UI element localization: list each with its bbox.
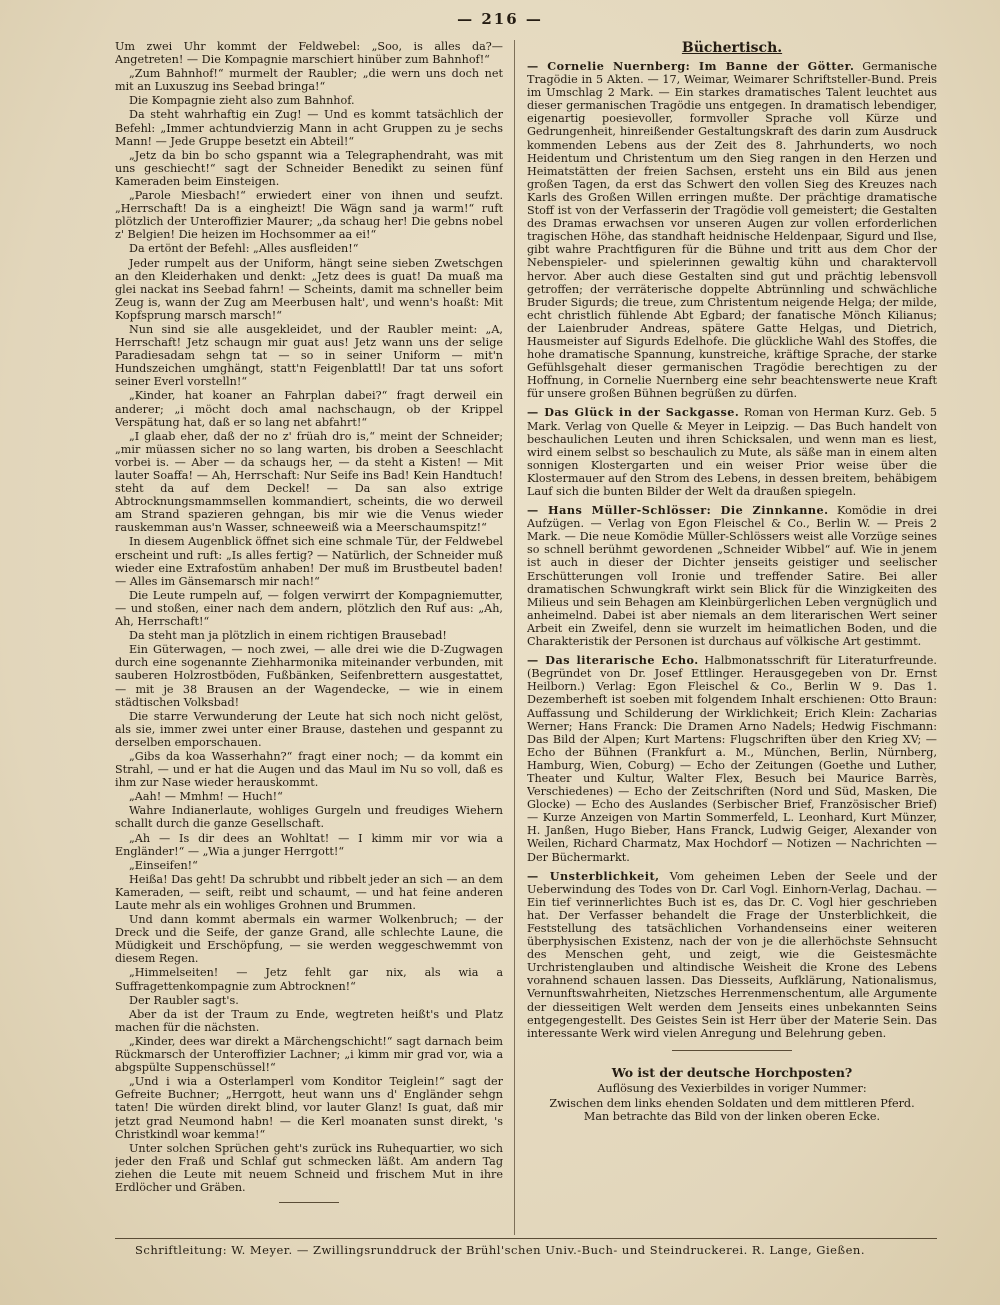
imprint-footer: Schriftleitung: W. Meyer. — Zwillingsrunddruck der Brühl'schen Univ.-Buch- und Steindruckerei. R. Lange, Gießen.: [135, 1243, 865, 1257]
story-paragraph: Ein Güterwagen, — noch zwei, — alle drei wie die D-Zugwagen durch eine sogenannte Ziehharmonika miteinander verbunden, mit sauberen Holzrostböden, Fußbänken, Seifenbrettern ausgestattet, — mit je 38 Brausen an der Wagendecke, — wie in einem städtischen Volksbad!: [115, 643, 503, 709]
puzzle-solution-line: Man betrachte das Bild von der linken oberen Ecke.: [583, 1110, 881, 1124]
review-heading: — Cornelie Nuernberg: Im Banne der Götter.: [527, 59, 855, 73]
story-paragraph: „Gibs da koa Wasserhahn?“ fragt einer noch; — da kommt ein Strahl, — und er hat die Augen und das Maul im Nu so voll, daß es ihm zur Nase wieder herauskommt.: [115, 749, 503, 790]
story-paragraph: Wahre Indianerlaute, wohliges Gurgeln und freudiges Wiehern schallt durch die ganze Gesellschaft.: [115, 804, 503, 831]
story-paragraph: „Himmelseiten! — Jetz fehlt gar nix, als wia a Suffragettenkompagnie zum Abtrocknen!“: [115, 966, 503, 993]
book-review: [527, 504, 937, 648]
story-paragraph: Da steht man ja plötzlich in einem richtigen Brausebad!: [129, 629, 447, 643]
story-end-rule: [279, 1202, 339, 1203]
puzzle-subtitle: Auflösung des Vexierbildes in voriger Nummer:: [597, 1081, 867, 1095]
story-paragraph: Da steht wahrhaftig ein Zug! — Und es kommt tatsächlich der Befehl: „Immer achtundvierzig Mann in acht Gruppen zu je sechs Mann! — Jede Gruppe besetzt ein Abteil!“: [115, 108, 503, 148]
story-paragraph: Um zwei Uhr kommt der Feldwebel: „Soo, is alles da?— Angetreten! — Die Kompagnie marschiert hinüber zum Bahnhof!“: [115, 40, 503, 67]
review-heading: — Unsterblichkeit,: [527, 868, 660, 883]
story-paragraph: Die Leute rumpeln auf, — folgen verwirrt der Kompagniemutter, — und stoßen, einer nach dem andern, plötzlich den Ruf aus: „Ah, Ah, Herrschaft!“: [115, 588, 503, 629]
story-paragraph: Und dann kommt abermals ein warmer Wolkenbruch; — der Dreck und die Seife, der ganze Grand, alle schlechte Laune, die Müdigkeit und Erschöpfung, — sie werden weggeschwemmt von diesem Regen.: [115, 913, 503, 966]
story-paragraph: „I glaab eher, daß der no z' früah dro is,“ meint der Schneider; „mir müassen sicher no so lang warten, bis droben a Seeschlacht vorbei is. — Aber — da schaugs her, — da steht a Kisten! — Mit lauter Soaffa! — Ah, Herrschaft: Nur Seife ins Bad! Kein Handtuch! steht da auf dem Deckel! — Da san also extrige Abtrocknungsmammsellen kommandiert, scheints, die wo derweil am Strand spazieren gehngan, bis mir wie die Venus wieder rauskemman aus'n Wasser, schneeweiß wia a Meerschaumspitz!“: [115, 429, 503, 535]
section-divider: [672, 1050, 792, 1051]
column-divider: [514, 40, 515, 1235]
story-paragraph: In diesem Augenblick öffnet sich eine schmale Tür, der Feldwebel erscheint und ruft: „Is alles fertig? — Natürlich, der Schneider muß wieder eine Extrafostüm anhaben! Der muß im Brustbeutel baden! — Alles im Gänsemarsch mir nach!“: [115, 535, 503, 588]
review-text: Roman von Herman Kurz. Geb. 5 Mark. Verlag von Quelle & Meyer in Leipzig. — Das Buch handelt von beschaulichen Leuten und ihren Schicksalen, und wenn man es liest, wird einem selbst so beschaulich zu Mute, als säße man in einem alten sonnigen Klostergarten und ein weiser Prior weise über die Klostermauer auf den Strom des Lebens, in dessen breitem, behäbigem Lauf sich die bunten Bilder der Welt da draußen spiegeln.: [527, 406, 937, 498]
review-heading: — Hans Müller-Schlösser: Die Zinnkanne.: [527, 503, 829, 518]
story-paragraph: Aber da ist der Traum zu Ende, wegtreten heißt's und Platz machen für die nächsten.: [115, 1007, 503, 1034]
story-paragraph: Die Kompagnie zieht also zum Bahnhof.: [129, 94, 355, 108]
story-paragraph: „Zum Bahnhof!“ murmelt der Raubler; „die wern uns doch net mit an Luxuszug ins Seebad bringa!“: [115, 67, 503, 94]
story-paragraph: Da ertönt der Befehl: „Alles ausfleiden!“: [129, 242, 359, 256]
puzzle-solution-line: Zwischen dem links ehenden Soldaten und dem mittleren Pferd.: [549, 1096, 915, 1110]
story-paragraph: Heißa! Das geht! Da schrubbt und ribbelt jeder an sich — an dem Kameraden, — seift, reibt und schaumt, — und hat feine anderen Laute mehr als ein wohliges Grohnen und Brummen.: [115, 872, 503, 912]
book-review: [527, 406, 937, 498]
story-paragraph: „Einseifen!“: [129, 858, 198, 872]
reviews-list: [527, 60, 937, 1040]
story-paragraph: „Kinder, hat koaner an Fahrplan dabei?“ fragt derweil ein anderer; „i möcht doch amal nachschaugn, ob der Krippel Verspätung hat, daß er so lang net abfahrt!“: [115, 389, 503, 429]
book-review: [527, 60, 937, 400]
puzzle-title: Wo ist der deutsche Horchposten?: [611, 1064, 853, 1080]
story-paragraph: Unter solchen Sprüchen geht's zurück ins Ruhequartier, wo sich jeder den Fraß und Schlaf gut schmecken läßt. Am andern Tag ziehen die Leute mit neuem Schneid und frischem Mut in ihre Erdlöcher und Gräben.: [115, 1141, 503, 1194]
story-paragraph: „Und i wia a Osterlamperl vom Konditor Teiglein!“ sagt der Gefreite Buchner; „Herrgott, heut wann uns d' Engländer sehgn taten! Die würden direkt blind, vor lauter Glanz! Is guat, daß mir jetzt grad Neumond habn! — die Kerl moanaten sunst direkt, 's Christkindl woar kemma!“: [115, 1075, 503, 1141]
review-heading: — Das Glück in der Sackgasse.: [527, 405, 740, 420]
story-paragraph: Der Raubler sagt's.: [129, 993, 239, 1007]
review-text: Germanische Tragödie in 5 Akten. — 17, Weimar, Weimarer Schriftsteller-Bund. Preis im Umschlag 2 Mark. — Ein starkes dramatisches Talent leuchtet aus dieser germanischen Tragödie uns entgegen. In dramatisch lebendiger, eigenartig poesievoller, formvoller Sprache voll Kürze und Gedrungenheit, hinreißender Gestaltungskraft des darin zum Ausdruck kommenden Lebens aus der Zeit des 8. Jahrhunderts, wo noch Heidentum und Christentum um den Sieg rangen in den Herzen und Heimatstätten der freien Sachsen, ersteht uns ein Bild aus jenen großen Tagen, da erst das Schwert den vollen Sieg des Kreuzes nach Karls des Großen Willen erringen mußte. Der prächtige dramatische Stoff ist von der Verfasserin der Tragödie voll gemeistert; die Gestalten des Dramas erwachsen vor unseren Augen zur vollen erforderlichen tragischen Höhe, das standhaft heidnische Heldenpaar, Sigurd und Ilse, gibt wahre Prachtfiguren für die Bühne und tritt aus dem Chor der Nebenspieler- und spielerinnen gewaltig kühn und charaktervoll hervor. Aber auch diese Gestalten sind gut und prächtig lebensvoll getroffen; der verräterische doppelte Abtrünnling und schwächliche Bruder Sigurds; die treue, zum Christentum neigende Helga; der milde, echt christlich fühlende Abt Egbard; der fanatische Mönch Kilianus; der Laienbruder Andreas, spätere Gatte Helgas, und Dietrich, Hausmeister auf Sigurds Edelhofe. Die glückliche Wahl des Stoffes, die hohe dramatische Spannung, kunstreiche, kräftige Sprache, der starke Gefühlsgehalt dieser germanischen Tragödie berechtigen zu der Hoffnung, in Cornelie Nuernberg eine sehr beachtenswerte neue Kraft für unsere großen Bühnen begrüßen zu dürfen.: [527, 60, 937, 401]
review-text: Halbmonatsschrift für Literaturfreunde. (Begründet von Dr. Josef Ettlinger. Herausgegeben von Dr. Ernst Heilborn.) Verlag: Egon Fleischel & Co., Berlin W 9. Das 1. Dezemberheft ist soeben mit folgendem Inhalt erschienen: Otto Braun: Auffassung und Schilderung der Wirklichkeit; Erich Klein: Zacharias Werner; Hans Franck: Die Dramen Arno Nadels; Hedwig Fischmann: Das Bild der Alpen; Kurt Martens: Flugschriften über den Krieg XV; — Echo der Bühnen (Frankfurt a. M., München, Berlin, Nürnberg, Hamburg, Wien, Coburg) — Echo der Zeitungen (Goethe und Luther, Theater und Kultur, Walter Flex, Besuch bei Maurice Barrès, Verschiedenes) — Echo der Zeitschriften (Nord und Süd, Masken, Die Glocke) — Echo des Auslandes (Serbischer Brief, Französischer Brief) — Kurze Anzeigen von Martin Sommerfeld, L. Leonhard, Kurt Münzer, H. Janßen, Hugo Bieber, Hans Franck, Ludwig Geiger, Alexander von Weilen, Richard Charmatz, Max Hochdorf — Notizen — Nachrichten — Der Büchermarkt.: [527, 654, 937, 864]
story-paragraph: Jeder rumpelt aus der Uniform, hängt seine sieben Zwetschgen an den Kleiderhaken und denkt: „Jetz dees is guat! Da muaß ma glei nackat ins Seebad fahrn! — Scheints, damit ma schneller beim Zeug is, wann der Zug am Meerbusen halt', und wenn's hoaßt: Mit Kopfsprung marsch marsch!“: [115, 256, 503, 322]
story-paragraph: „Aah! — Mmhm! — Huch!“: [129, 790, 283, 804]
footer-rule: [115, 1238, 937, 1239]
review-text: Komödie in drei Aufzügen. — Verlag von Egon Fleischel & Co., Berlin W. — Preis 2 Mark. — Die neue Komödie Müller-Schlössers weist alle Vorzüge seines so schnell berühmt gewordenen „Schneider Wibbel“ auf. Wie in jenem ist auch in dieser der Dichter jenseits geistiger und seelischer Erschütterungen voll Ironie und treffender Satire. Bei aller dramatischen Schwungkraft wirkt sein Blick für die Winzigkeiten des Milieus und sein Behagen am Kleinbürgerlichen Leben vergnüglich und anheimelnd. Dabei ist aber niemals an dem literarischen Wert seiner Arbeit ein Zweifel, denn sie wurzelt im heimatlichen Boden, und die Charakteristik der Personen ist durchaus auf völkische Art gestimmt.: [527, 504, 937, 649]
review-text: Vom geheimen Leben der Seele und der Ueberwindung des Todes von Dr. Carl Vogl. Einhorn-Verlag, Dachau. — Ein tief verinnerlichtes Buch ist es, das Dr. C. Vogl hier geschrieben hat. Der Verfasser behandelt die Frage der Unsterblichkeit, die Feststellung des tatsächlichen Vorhandenseins einer weiteren überphysischen Existenz, nach der von je die allerhöchste Sehnsucht des Menschen geht, und zeigt, wie die Geistesmächte Urchristenglauben und altindische Weisheit die Krone des Lebens vorahnend schauen lassen. Das Diesseits, Aufklärung, Nationalismus, Vernunftswahrheiten, Nietzsches Herrenmenschentum, alle Argumente der diesseitigen Welt werden dem Jenseits eines unbekannten Seins entgegengestellt. Des Geistes Sein ist Herr über der Materie Sein. Das interessante Werk wird vielen Anregung und Belehrung geben.: [527, 869, 937, 1040]
section-title: Büchertisch.: [681, 40, 783, 56]
page-number: — 216 —: [457, 10, 543, 28]
story-paragraph: „Kinder, dees war direkt a Märchengschicht!“ sagt darnach beim Rückmarsch der Unteroffizier Lachner; „i kimm mir grad vor, wia a abgspülte Suppenschüssel!“: [115, 1034, 503, 1075]
review-heading: — Das literarische Echo.: [527, 653, 699, 668]
book-review: [527, 870, 937, 1040]
book-review-column: [527, 40, 937, 1235]
story-paragraph: „Ah — Is dir dees an Wohltat! — I kimm mir vor wia a Engländer!“ — „Wia a junger Herrgott!“: [115, 831, 503, 858]
book-review: [527, 654, 937, 864]
story-paragraph: Die starre Verwunderung der Leute hat sich noch nicht gelöst, als sie, immer zwei unter einer Brause, dastehen und gespannt zu derselben emporschauen.: [115, 709, 503, 749]
story-column: [115, 40, 503, 1235]
story-paragraph: „Jetz da bin bo scho gspannt wia a Telegraphendraht, was mit uns geschiecht!“ sagt der Schneider Benedikt zu seinen fünf Kameraden beim Einsteigen.: [115, 148, 503, 188]
story-paragraph: Nun sind sie alle ausgekleidet, und der Raubler meint: „A, Herrschaft! Jetz schaugn mir guat aus! Jetz wann uns der selige Paradiesadam sehgn tat — so in seiner Uniform — mit'n Hundszeichen umghängt, statt'n Feigenblattl! Dar tat uns sofort seiner Everl vorstelln!“: [115, 322, 503, 389]
story-paragraph: „Parole Miesbach!“ erwiedert einer von ihnen und seufzt. „Herrschaft! Da is a eingheizt! Die Wägn sand ja warm!“ ruft plötzlich der Unteroffizier Maurer; „da schaug her! Die gebns nobel z' Belgien! Die heizen im Hochsommer aa ei!“: [115, 189, 503, 242]
